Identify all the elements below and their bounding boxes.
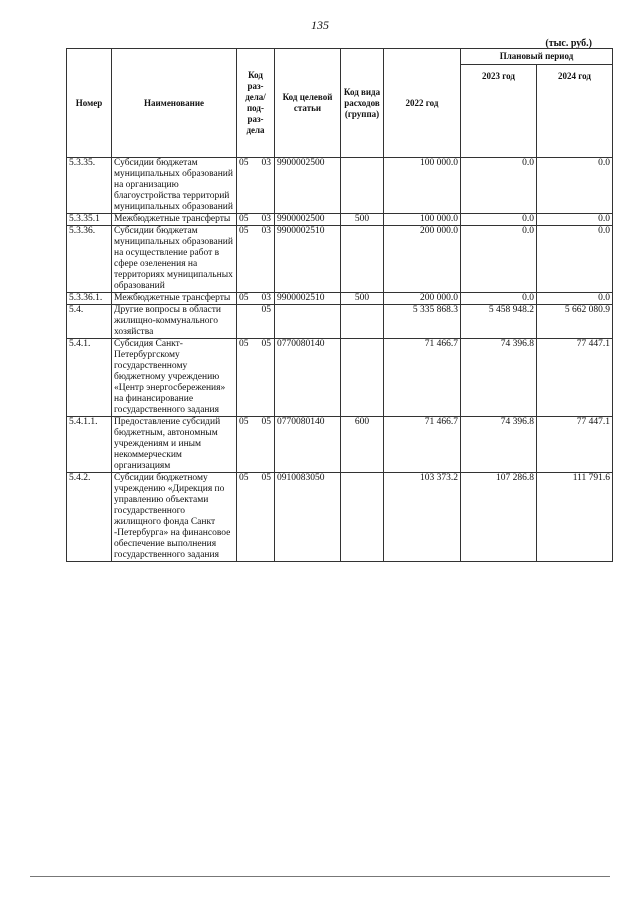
header-year-2024: 2024 год	[537, 65, 613, 158]
header-year-2022: 2022 год	[384, 49, 461, 158]
row-year-2022: 71 466.7	[384, 339, 461, 417]
row-name: Предоставление субсидий бюджетным, автономным учреждениям и иным некоммерческим организациям	[112, 417, 237, 473]
row-year-2023: 74 396.8	[461, 417, 537, 473]
row-section-code: 05	[239, 158, 249, 168]
row-expense-type	[341, 305, 384, 339]
row-year-2023: 0.0	[461, 226, 537, 293]
row-section-code: 05	[239, 214, 249, 224]
row-expense-type	[341, 339, 384, 417]
row-section	[237, 339, 275, 417]
row-section	[237, 305, 275, 339]
row-section-code: 05	[239, 473, 249, 483]
row-name: Межбюджетные трансферты	[112, 293, 237, 305]
row-expense-type: 500	[341, 214, 384, 226]
row-name: Субсидии бюджетному учреждению «Дирекция по управлению объектами государственного жилищного фонда Санкт -Петербурга» на финансовое обеспечение выполнения государственного задания	[112, 473, 237, 562]
row-year-2023: 0.0	[461, 158, 537, 214]
row-year-2022: 200 000.0	[384, 226, 461, 293]
header-number: Номер	[67, 49, 112, 158]
row-target-code: 0770080140	[275, 417, 341, 473]
row-target-code: 9900002510	[275, 293, 341, 305]
row-number: 5.4.	[67, 305, 112, 339]
row-subsection-code: 03	[261, 158, 271, 168]
row-expense-type	[341, 473, 384, 562]
header-name: Наименование	[112, 49, 237, 158]
row-subsection-code: 03	[261, 214, 271, 224]
row-year-2022: 103 373.2	[384, 473, 461, 562]
row-target-code	[275, 305, 341, 339]
table-header	[67, 49, 613, 158]
row-number: 5.4.1.	[67, 339, 112, 417]
row-year-2022: 100 000.0	[384, 158, 461, 214]
row-number: 5.4.1.1.	[67, 417, 112, 473]
row-subsection-code: 05	[261, 417, 271, 427]
row-year-2024: 5 662 080.9	[537, 305, 613, 339]
row-section-code: 05	[239, 293, 249, 303]
row-year-2024: 77 447.1	[537, 417, 613, 473]
row-name: Другие вопросы в области жилищно-коммунального хозяйства	[112, 305, 237, 339]
row-expense-type	[341, 158, 384, 214]
page-number: 135	[311, 18, 329, 32]
budget-table	[66, 48, 613, 562]
row-section-code: 05	[239, 226, 249, 236]
row-target-code: 0910083050	[275, 473, 341, 562]
row-number: 5.3.36.1.	[67, 293, 112, 305]
header-target: Код целевой статьи	[275, 49, 341, 158]
table-row	[67, 158, 613, 214]
row-target-code: 0770080140	[275, 339, 341, 417]
table-row	[67, 293, 613, 305]
row-subsection-code: 05	[261, 473, 271, 483]
row-target-code: 9900002500	[275, 214, 341, 226]
row-subsection-code: 03	[261, 226, 271, 236]
row-section	[237, 417, 275, 473]
row-target-code: 9900002500	[275, 158, 341, 214]
row-year-2023: 5 458 948.2	[461, 305, 537, 339]
row-section	[237, 293, 275, 305]
row-subsection-code: 05	[261, 305, 271, 315]
row-section	[237, 214, 275, 226]
header-year-2023: 2023 год	[461, 65, 537, 158]
row-year-2022: 5 335 868.3	[384, 305, 461, 339]
row-number: 5.3.36.	[67, 226, 112, 293]
row-year-2022: 71 466.7	[384, 417, 461, 473]
header-planning-period: Плановый период	[461, 49, 613, 65]
header-expense-type: Код вида расходов (группа)	[341, 49, 384, 158]
row-number: 5.4.2.	[67, 473, 112, 562]
row-year-2023: 0.0	[461, 293, 537, 305]
row-year-2022: 200 000.0	[384, 293, 461, 305]
table-row	[67, 305, 613, 339]
row-target-code: 9900002510	[275, 226, 341, 293]
row-year-2022: 100 000.0	[384, 214, 461, 226]
row-year-2023: 0.0	[461, 214, 537, 226]
row-year-2024: 77 447.1	[537, 339, 613, 417]
row-year-2024: 0.0	[537, 226, 613, 293]
table-body	[67, 158, 613, 562]
row-section	[237, 226, 275, 293]
row-expense-type	[341, 226, 384, 293]
row-year-2024: 0.0	[537, 158, 613, 214]
row-section-code: 05	[239, 417, 249, 427]
row-subsection-code: 05	[261, 339, 271, 349]
row-year-2024: 0.0	[537, 293, 613, 305]
row-section	[237, 158, 275, 214]
table-row	[67, 214, 613, 226]
row-number: 5.3.35.	[67, 158, 112, 214]
row-name: Субсидии бюджетам муниципальных образований на осуществление работ в сфере озеленения на территориях муниципальных образований	[112, 226, 237, 293]
row-name: Субсидии бюджетам муниципальных образований на организацию благоустройства территорий муниципальных образований	[112, 158, 237, 214]
row-section	[237, 473, 275, 562]
table-row	[67, 339, 613, 417]
row-expense-type: 500	[341, 293, 384, 305]
row-year-2024: 111 791.6	[537, 473, 613, 562]
header-section: Код раз-дела/ под-раз-дела	[237, 49, 275, 158]
row-year-2023: 74 396.8	[461, 339, 537, 417]
row-year-2024: 0.0	[537, 214, 613, 226]
bottom-divider	[30, 876, 610, 877]
row-number: 5.3.35.1	[67, 214, 112, 226]
row-year-2023: 107 286.8	[461, 473, 537, 562]
table-row	[67, 417, 613, 473]
units-label: (тыс. руб.)	[545, 38, 592, 49]
row-name: Субсидия Санкт-Петербургскому государственному бюджетному учреждению «Центр энергосбережения» на финансирование государственного задания	[112, 339, 237, 417]
table-row	[67, 226, 613, 293]
row-expense-type: 600	[341, 417, 384, 473]
row-name: Межбюджетные трансферты	[112, 214, 237, 226]
row-subsection-code: 03	[261, 293, 271, 303]
row-section-code: 05	[239, 339, 249, 349]
table-row	[67, 473, 613, 562]
